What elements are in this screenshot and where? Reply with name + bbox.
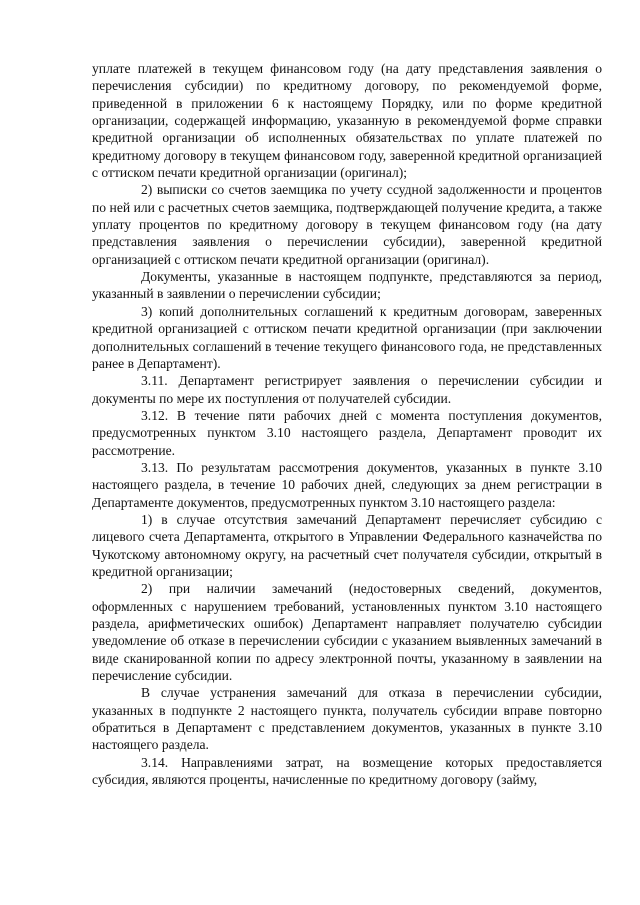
paragraph-3-12: 3.12. В течение пяти рабочих дней с момента поступления документов, предусмотренных пунктом 3.10 настоящего раздела, Департамент проводит их рассмотрение. xyxy=(92,407,602,458)
paragraph-item-3: 3) копий дополнительных соглашений к кредитным договорам, заверенных кредитной организацией с оттиском печати кредитной организации (при заключении дополнительных соглашений в течение текущего финансового года, не представленных ранее в Департамент). xyxy=(92,303,602,371)
paragraph-3-13-item-2: 2) при наличии замечаний (недостоверных сведений, документов, оформленных с нарушением требований, установленных пунктом 3.10 настоящего раздела, арифметических ошибок) Департамент направляет получателю субсидии уведомление об отказе в перечислении субсидии с указанием выявленных замечаний в виде сканированной копии по адресу электронной почты, указанному в заявлении на перечисление субсидии. xyxy=(92,581,602,684)
paragraph-item-2: 2) выписки со счетов заемщика по учету ссудной задолженности и процентов по ней или с расчетных счетов заемщика, подтверждающей получение кредита, а также уплату процентов по кредитному договору в текущем финансовом году (на дату представления заявления о перечислении субсидии), заверенной кредитной организацией с оттиском печати кредитной организации (оригинал). xyxy=(92,182,602,267)
paragraph-remedy: В случае устранения замечаний для отказа в перечислении субсидии, указанных в подпункте 2 настоящего пункта, получатель субсидии вправе повторно обратиться в Департамент с представлением документов, указанных в пункте 3.10 настоящего раздела. xyxy=(92,685,602,753)
paragraph-3-14: 3.14. Направлениями затрат, на возмещение которых предоставляется субсидия, являются проценты, начисленные по кредитному договору (займу, xyxy=(92,754,602,788)
document-page xyxy=(92,60,602,788)
paragraph-3-13-item-1: 1) в случае отсутствия замечаний Департамент перечисляет субсидию с лицевого счета Департамента, открытого в Управлении Федерального казначейства по Чукотскому автономному округу, на расчетный счет получателя субсидии, открытый в кредитной организации; xyxy=(92,511,602,579)
paragraph-documents-period: Документы, указанные в настоящем подпункте, представляются за период, указанный в заявлении о перечислении субсидии; xyxy=(92,269,602,302)
paragraph-3-13: 3.13. По результатам рассмотрения документов, указанных в пункте 3.10 настоящего раздела, в течение 10 рабочих дней, следующих за днем регистрации в Департаменте документов, предусмотренных пунктом 3.10 настоящего раздела: xyxy=(92,459,602,510)
paragraph-continuation: уплате платежей в текущем финансовом году (на дату представления заявления о перечисления субсидии) по кредитному договору, по рекомендуемой форме, приведенной в приложении 6 к настоящему Порядку, или по форме кредитной организации, содержащей информацию, указанную в рекомендуемой форме справки кредитной организации об исполненных обязательствах по уплате платежей по кредитному договору в текущем финансовом году, заверенной кредитной организацией с оттиском печати кредитной организации (оригинал); xyxy=(92,61,602,181)
paragraph-3-11: 3.11. Департамент регистрирует заявления о перечислении субсидии и документы по мере их поступления от получателей субсидии. xyxy=(92,373,602,406)
